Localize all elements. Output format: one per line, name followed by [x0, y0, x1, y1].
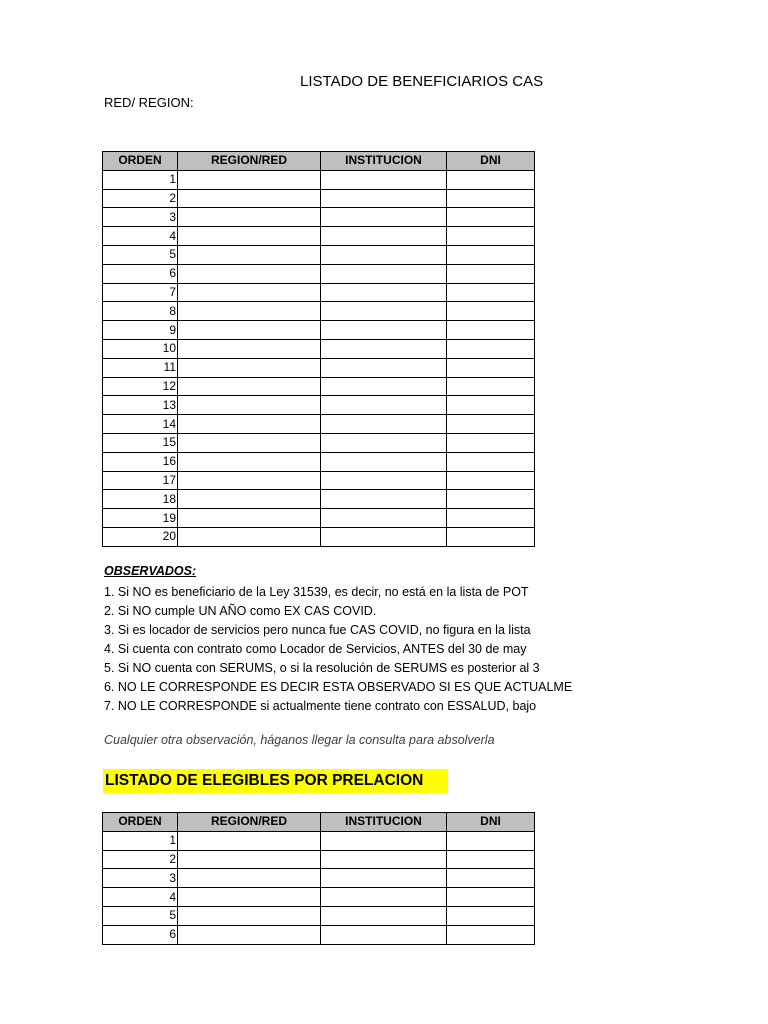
cell-dni[interactable] — [447, 509, 535, 528]
cell-region-red[interactable] — [178, 170, 321, 189]
cell-institucion[interactable] — [321, 452, 447, 471]
cell-orden[interactable]: 3 — [103, 869, 178, 888]
cell-institucion[interactable] — [321, 170, 447, 189]
cell-institucion[interactable] — [321, 227, 447, 246]
cell-dni[interactable] — [447, 170, 535, 189]
cell-dni[interactable] — [447, 302, 535, 321]
cell-orden[interactable]: 5 — [103, 906, 178, 925]
cell-orden[interactable]: 2 — [103, 189, 178, 208]
cell-region-red[interactable] — [178, 302, 321, 321]
table-row — [103, 283, 535, 302]
list-item: 6. NO LE CORRESPONDE ES DECIR ESTA OBSERVADO SI ES QUE ACTUALME — [104, 680, 573, 694]
list-item: 5. Si NO cuenta con SERUMS, o si la resolución de SERUMS es posterior al 3 — [104, 661, 540, 675]
cell-dni[interactable] — [447, 377, 535, 396]
cell-institucion[interactable] — [321, 358, 447, 377]
cell-orden[interactable]: 6 — [103, 925, 178, 944]
cell-institucion[interactable] — [321, 189, 447, 208]
cell-orden[interactable]: 4 — [103, 888, 178, 907]
cell-region-red[interactable] — [178, 358, 321, 377]
cell-region-red[interactable] — [178, 321, 321, 340]
cell-region-red[interactable] — [178, 925, 321, 944]
cell-dni[interactable] — [447, 490, 535, 509]
cell-orden[interactable]: 12 — [103, 377, 178, 396]
cell-orden[interactable]: 15 — [103, 433, 178, 452]
cell-region-red[interactable] — [178, 452, 321, 471]
elegibles-heading: LISTADO DE ELEGIBLES POR PRELACION — [103, 769, 448, 793]
cell-orden[interactable]: 7 — [103, 283, 178, 302]
header-region-red: REGION/RED — [178, 152, 321, 171]
cell-institucion[interactable] — [321, 527, 447, 546]
table-row — [103, 170, 535, 189]
table-row — [103, 358, 535, 377]
header-dni: DNI — [447, 813, 535, 832]
cell-institucion[interactable] — [321, 283, 447, 302]
beneficiarios-table — [102, 151, 535, 547]
cell-institucion[interactable] — [321, 831, 447, 850]
cell-region-red[interactable] — [178, 433, 321, 452]
table-row — [103, 189, 535, 208]
cell-orden[interactable]: 13 — [103, 396, 178, 415]
cell-institucion[interactable] — [321, 396, 447, 415]
cell-dni[interactable] — [447, 227, 535, 246]
cell-region-red[interactable] — [178, 415, 321, 434]
table-row — [103, 490, 535, 509]
table-row — [103, 452, 535, 471]
cell-orden[interactable]: 20 — [103, 527, 178, 546]
cell-orden[interactable]: 18 — [103, 490, 178, 509]
header-institucion: INSTITUCION — [321, 152, 447, 171]
cell-dni[interactable] — [447, 831, 535, 850]
table-row — [103, 339, 535, 358]
cell-orden[interactable]: 19 — [103, 509, 178, 528]
cell-institucion[interactable] — [321, 509, 447, 528]
list-item: 7. NO LE CORRESPONDE si actualmente tiene contrato con ESSALUD, bajo — [104, 699, 537, 713]
cell-region-red[interactable] — [178, 396, 321, 415]
cell-dni[interactable] — [447, 245, 535, 264]
cell-dni[interactable] — [447, 527, 535, 546]
cell-institucion[interactable] — [321, 321, 447, 340]
cell-orden[interactable]: 5 — [103, 245, 178, 264]
cell-dni[interactable] — [447, 264, 535, 283]
table-row — [103, 264, 535, 283]
cell-dni[interactable] — [447, 415, 535, 434]
cell-region-red[interactable] — [178, 471, 321, 490]
cell-institucion[interactable] — [321, 415, 447, 434]
cell-orden[interactable]: 3 — [103, 208, 178, 227]
cell-orden[interactable]: 17 — [103, 471, 178, 490]
cell-region-red[interactable] — [178, 264, 321, 283]
list-item: 3. Si es locador de servicios pero nunca fue CAS COVID, no figura en la lista — [104, 623, 531, 637]
cell-orden[interactable]: 1 — [103, 170, 178, 189]
cell-dni[interactable] — [447, 906, 535, 925]
table-header-row — [103, 813, 535, 832]
cell-orden[interactable]: 9 — [103, 321, 178, 340]
cell-dni[interactable] — [447, 358, 535, 377]
table-row — [103, 471, 535, 490]
table-row — [103, 396, 535, 415]
cell-region-red[interactable] — [178, 227, 321, 246]
header-institucion: INSTITUCION — [321, 813, 447, 832]
cell-dni[interactable] — [447, 283, 535, 302]
table-row — [103, 925, 535, 944]
cell-region-red[interactable] — [178, 888, 321, 907]
cell-region-red[interactable] — [178, 527, 321, 546]
cell-orden[interactable]: 1 — [103, 831, 178, 850]
header-dni: DNI — [447, 152, 535, 171]
red-region-label: RED/ REGION: — [104, 95, 194, 110]
table-header-row — [103, 152, 535, 171]
cell-institucion[interactable] — [321, 264, 447, 283]
cell-orden[interactable]: 14 — [103, 415, 178, 434]
cell-orden[interactable]: 4 — [103, 227, 178, 246]
cell-dni[interactable] — [447, 925, 535, 944]
list-item: 4. Si cuenta con contrato como Locador de Servicios, ANTES del 30 de may — [104, 642, 527, 656]
table-row — [103, 321, 535, 340]
cell-institucion[interactable] — [321, 245, 447, 264]
table-row — [103, 245, 535, 264]
cell-orden[interactable]: 10 — [103, 339, 178, 358]
table-row — [103, 227, 535, 246]
cell-dni[interactable] — [447, 471, 535, 490]
cell-institucion[interactable] — [321, 208, 447, 227]
table-row — [103, 850, 535, 869]
cell-orden[interactable]: 11 — [103, 358, 178, 377]
table-row — [103, 888, 535, 907]
observados-list — [104, 583, 572, 716]
cell-institucion[interactable] — [321, 906, 447, 925]
cell-dni[interactable] — [447, 208, 535, 227]
cell-region-red[interactable] — [178, 509, 321, 528]
header-region-red: REGION/RED — [178, 813, 321, 832]
cell-institucion[interactable] — [321, 869, 447, 888]
cell-institucion[interactable] — [321, 302, 447, 321]
elegibles-table — [102, 812, 535, 945]
cell-region-red[interactable] — [178, 490, 321, 509]
list-item: 2. Si NO cumple UN AÑO como EX CAS COVID. — [104, 604, 377, 618]
header-orden: ORDEN — [103, 813, 178, 832]
cell-region-red[interactable] — [178, 189, 321, 208]
table-row — [103, 906, 535, 925]
cell-institucion[interactable] — [321, 850, 447, 869]
header-orden: ORDEN — [103, 152, 178, 171]
table-row — [103, 509, 535, 528]
cell-region-red[interactable] — [178, 850, 321, 869]
cell-region-red[interactable] — [178, 831, 321, 850]
observation-note: Cualquier otra observación, háganos llegar la consulta para absolverla — [104, 733, 495, 747]
cell-orden[interactable]: 2 — [103, 850, 178, 869]
cell-dni[interactable] — [447, 189, 535, 208]
cell-dni[interactable] — [447, 433, 535, 452]
page-title: LISTADO DE BENEFICIARIOS CAS — [300, 73, 544, 90]
list-item: 1. Si NO es beneficiario de la Ley 31539, es decir, no está en la lista de POT — [104, 585, 529, 599]
cell-institucion[interactable] — [321, 433, 447, 452]
cell-dni[interactable] — [447, 850, 535, 869]
cell-institucion[interactable] — [321, 339, 447, 358]
cell-region-red[interactable] — [178, 283, 321, 302]
cell-dni[interactable] — [447, 888, 535, 907]
cell-orden[interactable]: 8 — [103, 302, 178, 321]
table-row — [103, 302, 535, 321]
cell-region-red[interactable] — [178, 377, 321, 396]
cell-region-red[interactable] — [178, 208, 321, 227]
table-row — [103, 208, 535, 227]
cell-institucion[interactable] — [321, 490, 447, 509]
cell-dni[interactable] — [447, 339, 535, 358]
cell-region-red[interactable] — [178, 245, 321, 264]
table-row — [103, 527, 535, 546]
cell-region-red[interactable] — [178, 339, 321, 358]
cell-institucion[interactable] — [321, 925, 447, 944]
cell-dni[interactable] — [447, 869, 535, 888]
cell-orden[interactable]: 6 — [103, 264, 178, 283]
cell-institucion[interactable] — [321, 888, 447, 907]
table-row — [103, 415, 535, 434]
table-row — [103, 831, 535, 850]
cell-orden[interactable]: 16 — [103, 452, 178, 471]
observados-heading: OBSERVADOS: — [104, 564, 197, 578]
cell-institucion[interactable] — [321, 471, 447, 490]
table-row — [103, 377, 535, 396]
cell-dni[interactable] — [447, 396, 535, 415]
cell-dni[interactable] — [447, 452, 535, 471]
table-row — [103, 433, 535, 452]
cell-dni[interactable] — [447, 321, 535, 340]
cell-institucion[interactable] — [321, 377, 447, 396]
cell-region-red[interactable] — [178, 869, 321, 888]
table-row — [103, 869, 535, 888]
cell-region-red[interactable] — [178, 906, 321, 925]
